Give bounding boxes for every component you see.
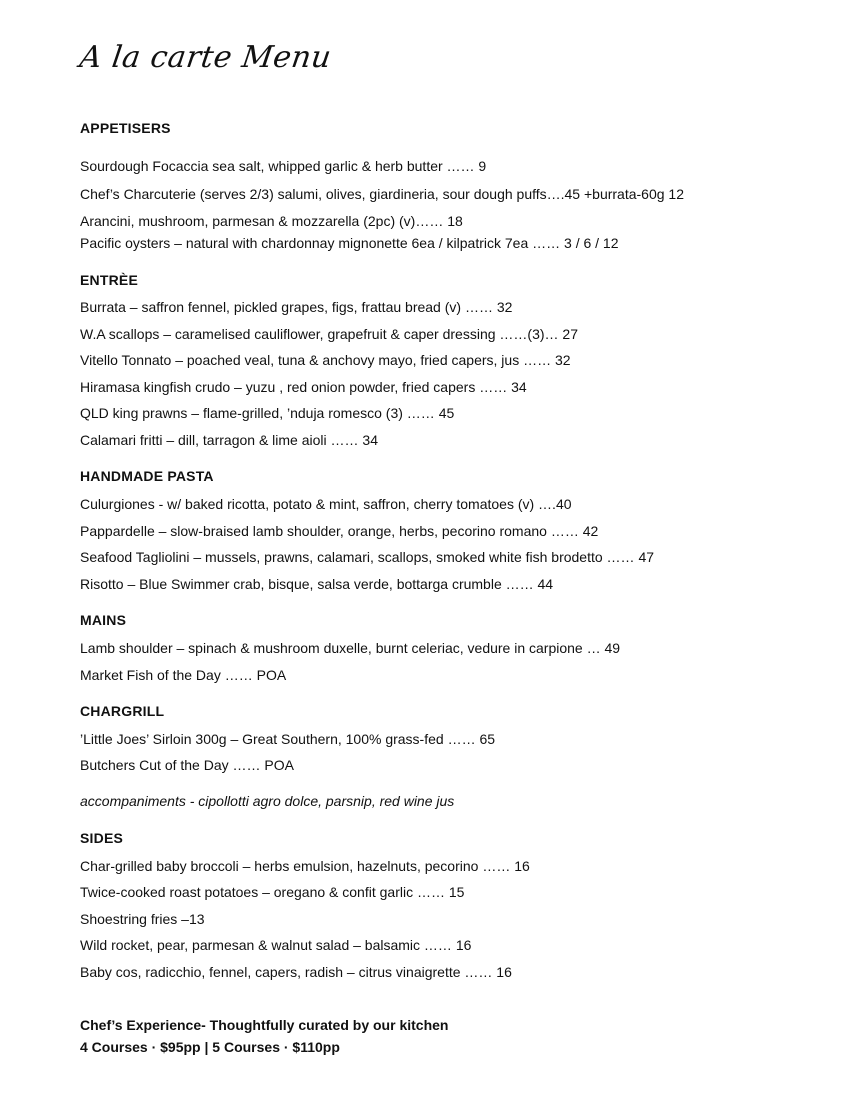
menu-item: Baby cos, radicchio, fennel, capers, radish – citrus vinaigrette …… 16	[80, 964, 512, 980]
chefs-experience-pricing: 4 Courses · $95pp | 5 Courses · $110pp	[80, 1039, 340, 1055]
menu-item: Sourdough Focaccia sea salt, whipped garlic & herb butter …… 9	[80, 158, 487, 174]
chefs-experience-title: Chef’s Experience- Thoughtfully curated by our kitchen	[80, 1017, 449, 1033]
menu-item: Wild rocket, pear, parmesan & walnut salad – balsamic …… 16	[80, 937, 472, 953]
menu-item: Shoestring fries –13	[80, 911, 205, 927]
menu-item: Arancini, mushroom, parmesan & mozzarella (2pc) (v)…… 18	[80, 213, 463, 229]
menu-item: Lamb shoulder – spinach & mushroom duxelle, burnt celeriac, vedure in carpione … 49	[80, 640, 621, 656]
menu-item: Market Fish of the Day …… POA	[80, 667, 287, 683]
section-heading-appetisers: APPETISERS	[80, 120, 171, 136]
menu-item: W.A scallops – caramelised cauliflower, grapefruit & caper dressing ……(3)… 27	[80, 326, 578, 342]
section-heading-pasta: HANDMADE PASTA	[80, 468, 214, 484]
section-heading-sides: SIDES	[80, 830, 124, 846]
menu-item: Seafood Tagliolini – mussels, prawns, calamari, scallops, smoked white fish brodetto …… 47	[80, 549, 655, 565]
menu-item: Pacific oysters – natural with chardonnay mignonette 6ea / kilpatrick 7ea …… 3 / 6 / 12	[80, 235, 619, 251]
menu-item: Char-grilled baby broccoli – herbs emulsion, hazelnuts, pecorino …… 16	[80, 858, 530, 874]
menu-item: Hiramasa kingfish crudo – yuzu , red onion powder, fried capers …… 34	[80, 379, 527, 395]
menu-item: ’Little Joes’ Sirloin 300g – Great Southern, 100% grass-fed …… 65	[80, 731, 496, 747]
section-heading-entree: ENTRÈE	[80, 272, 138, 288]
menu-item: Pappardelle – slow-braised lamb shoulder, orange, herbs, pecorino romano …… 42	[80, 523, 599, 539]
section-heading-mains: MAINS	[80, 612, 127, 628]
menu-item: Risotto – Blue Swimmer crab, bisque, salsa verde, bottarga crumble …… 44	[80, 576, 554, 592]
menu-item: Vitello Tonnato – poached veal, tuna & anchovy mayo, fried capers, jus …… 32	[80, 352, 571, 368]
section-heading-chargrill: CHARGRILL	[80, 703, 165, 719]
menu-item: Calamari fritti – dill, tarragon & lime aioli …… 34	[80, 432, 378, 448]
menu-item: Culurgiones - w/ baked ricotta, potato & mint, saffron, cherry tomatoes (v) ….40	[80, 496, 572, 512]
menu-item: Twice-cooked roast potatoes – oregano & confit garlic …… 15	[80, 884, 465, 900]
menu-title: A la carte Menu	[77, 40, 334, 75]
accompaniments-note: accompaniments - cipollotti agro dolce, parsnip, red wine jus	[80, 793, 455, 809]
menu-item: Chef’s Charcuterie (serves 2/3) salumi, olives, giardineria, sour dough puffs….45 +burrata-60g 12	[80, 186, 684, 202]
menu-item: QLD king prawns – flame-grilled, ’nduja romesco (3) …… 45	[80, 405, 455, 421]
menu-item: Butchers Cut of the Day …… POA	[80, 757, 294, 773]
menu-item: Burrata – saffron fennel, pickled grapes, figs, frattau bread (v) …… 32	[80, 299, 513, 315]
